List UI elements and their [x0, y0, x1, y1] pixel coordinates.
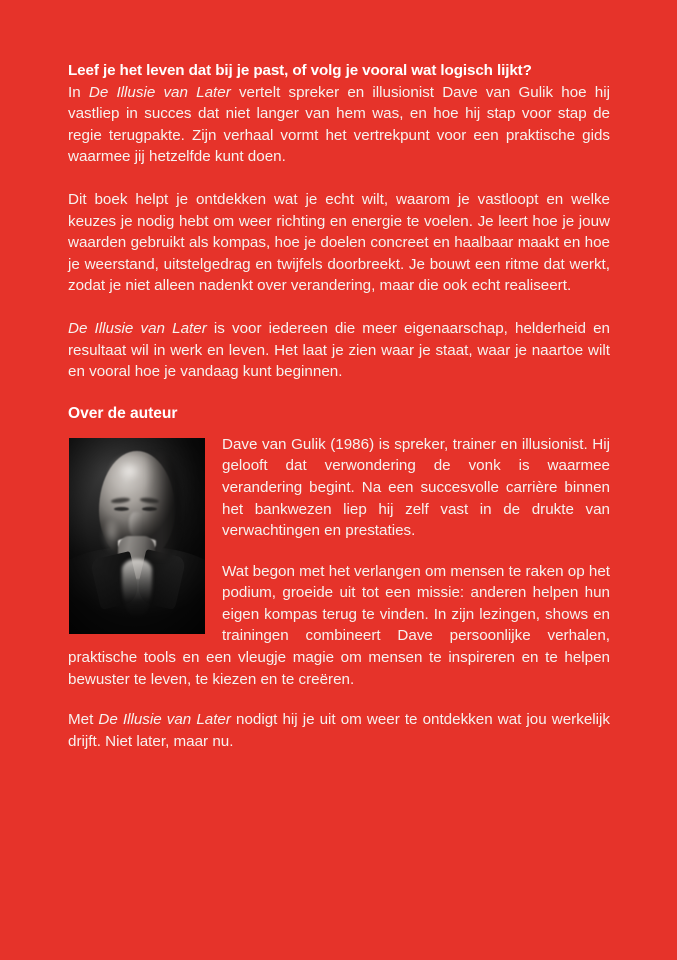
closing-prefix: Met	[68, 711, 99, 729]
portrait-vignette	[69, 438, 205, 634]
book-title-italic-2: De Illusie van Later	[68, 319, 207, 337]
author-portrait-photo	[69, 438, 205, 634]
blurb-paragraph-2: Dit boek helpt je ontdekken wat je echt wilt, waarom je vastloopt en welke keuzes je nodig hebt om weer richting en energie te voelen. Je leert hoe je jouw waarden gebruikt als kompas, hoe je doelen concreet en haalbaar maakt en hoe je weerstand, uitstelgedrag en twijfels doorbreekt. Je bouwt een ritme dat werkt, zodat je niet alleen nadenkt over verandering, maar die ook echt realiseert.	[68, 190, 610, 295]
blurb-lead-prefix: In	[68, 83, 89, 101]
author-block	[68, 434, 610, 753]
author-closing-paragraph	[68, 709, 610, 752]
blurb-lead-suffix: vertelt spreker en illusionist Dave van Gulik hoe hij vastliep in succes dat niet langer van hem was, en hoe hij stap voor stap de regie terugpakte. Zijn verhaal vormt het vertrekpunt voor een praktische gids waarmee jij hetzelfde kunt doen.	[68, 83, 610, 166]
author-section-heading: Over de auteur	[68, 404, 178, 422]
blurb-lead-paragraph	[68, 60, 610, 168]
author-paragraph-1: Dave van Gulik (1986) is spreker, trainer en illusionist. Hij gelooft dat verwondering de vonk is waarmee verandering begint. Na een succesvolle carrière binnen het bankwezen liep hij zelf vast in de drukte van verwachtingen en prestaties.	[222, 435, 610, 540]
blurb-headline: Leef je het leven dat bij je past, of volg je vooral wat logisch lijkt?	[68, 62, 532, 79]
closing-suffix: nodigt hij je uit om weer te ontdekken wat jou werkelijk drijft. Niet later, maar nu.	[68, 711, 610, 750]
book-title-italic-3: De Illusie van Later	[98, 711, 231, 729]
book-title-italic: De Illusie van Later	[88, 83, 231, 101]
blurb-paragraph-3-text: is voor iedereen die meer eigenaarschap, helderheid en resultaat wil in werk en leven. Het laat je zien waar je staat, waar je naartoe wilt en vooral hoe je vandaag kunt beginnen.	[68, 319, 610, 381]
blurb-paragraph-3	[68, 318, 610, 383]
author-paragraph-2: Wat begon met het verlangen om mensen te raken op het podium, groeide uit tot een missie: anderen helpen hun eigen kompas terug te vinden. In zijn lezingen, shows en trainingen combineert Dave persoonlijke verhalen, praktische tools en een vleugje magie om mensen te inspireren en te helpen bewuster te leven, te kiezen en te creëren.	[68, 562, 610, 688]
